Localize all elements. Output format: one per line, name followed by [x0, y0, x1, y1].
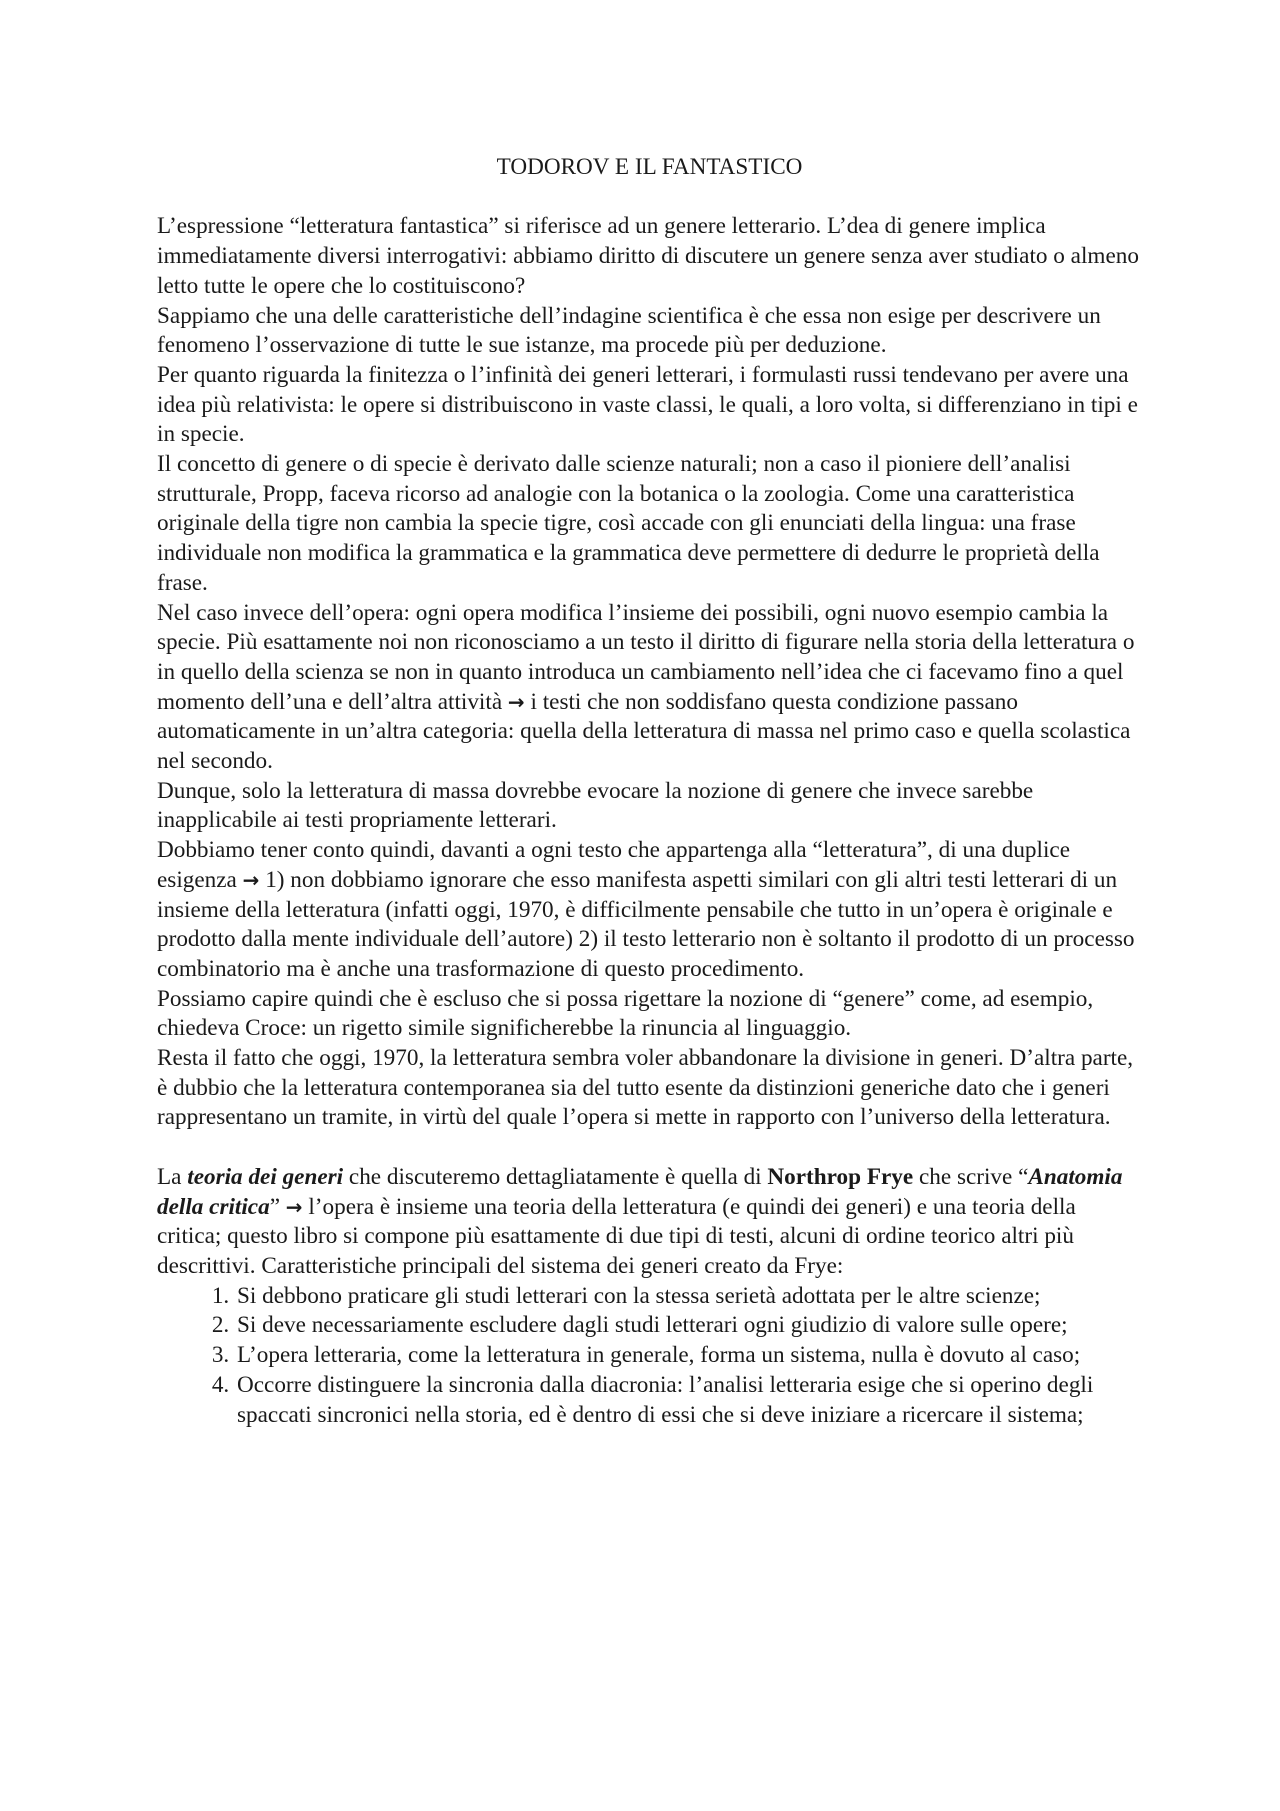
paragraph-7-part-1: Dobbiamo tener conto quindi, davanti a ogni testo che appartenga alla “letteratura”, di una duplice esigenza: [157, 837, 1070, 893]
list-item: 4. Occorre distinguere la sincronia dalla diacronia: l’analisi letteraria esige che si operino degli spaccati sincronici nella storia, ed è dentro di essi che si deve iniziare a ricercare il sistema;: [235, 1371, 1142, 1430]
document-title: TODOROV E IL FANTASTICO: [496, 154, 803, 180]
paragraph-5: [157, 599, 1142, 777]
author-name: Northrop Frye: [767, 1163, 914, 1190]
paragraph-6: Dunque, solo la letteratura di massa dovrebbe evocare la nozione di genere che invece sarebbe inapplicabile ai testi propriamente letterari.: [157, 777, 1034, 834]
arrow-right-icon: →: [242, 867, 260, 892]
numbered-list: [157, 1282, 1142, 1431]
paragraph-10-text: l’opera è insieme una teoria della letteratura (e quindi dei generi) e una teoria della critica; questo libro si compone più esattamente di due tipi di testi, alcuni di ordine teorico altri più descrittivi. Caratteristiche principali del sistema dei generi creato da Frye:: [157, 1193, 1076, 1279]
paragraph-5-part-2: i testi che non soddisfano questa condizione passano automaticamente in un’altra categoria: quella della letteratura di massa nel primo caso e quella scolastica nel secondo.: [157, 688, 1131, 775]
arrow-right-icon: →: [507, 689, 525, 714]
paragraph-10-text: ”: [269, 1193, 286, 1220]
list-item: 3. L’opera letteraria, come la letteratura in generale, forma un sistema, nulla è dovuto al caso;: [235, 1341, 1142, 1371]
paragraph-7-part-2: 1) non dobbiamo ignorare che esso manifesta aspetti similari con gli altri testi letterari di un insieme della letteratura (infatti oggi, 1970, è difficilmente pensabile che tutto in un’opera è originale e prodotto dalla mente individuale dell’autore) 2) il testo letterario non è soltanto il prodotto di un processo combinatorio ma è anche una trasformazione di questo procedimento.: [157, 866, 1135, 982]
list-item: 1. Si debbono praticare gli studi letterari con la stessa serietà adottata per le altre scienze;: [235, 1282, 1142, 1312]
document-body: [157, 153, 1142, 1430]
paragraph-3: Per quanto riguarda la finitezza o l’infinità dei generi letterari, i formulasti russi tendevano per avere una idea più relativista: le opere si distribuiscono in vaste classi, le quali, a loro volta, si differenziano in tipi e in specie.: [157, 361, 1138, 448]
paragraph-9: Resta il fatto che oggi, 1970, la letteratura sembra voler abbandonare la divisione in generi. D’altra parte, è dubbio che la letteratura contemporanea sia del tutto esente da distinzioni generiche dato che i generi rappresentano un tramite, in virtù del quale l’opera si mette in rapporto con l’universo della letteratura.: [157, 1045, 1134, 1131]
paragraph-5-part-1: Nel caso invece dell’opera: ogni opera modifica l’insieme dei possibili, ogni nuovo esempio cambia la specie. Più esattamente noi non riconosciamo a un testo il diritto di figurare nella storia della letteratura o in quello della scienza se non in quanto introduca un cambiamento nell’idea che ci facevamo fino a quel momento dell’una e dell’altra attività: [157, 599, 1135, 715]
paragraph-8: Possiamo capire quindi che è escluso che si possa rigettare la nozione di “genere” come, ad esempio, chiedeva Croce: un rigetto simile significherebbe la rinuncia al linguaggio.: [157, 985, 1094, 1042]
paragraph-10-text: che scrive “: [913, 1163, 1029, 1190]
paragraph-4: Il concetto di genere o di specie è derivato dalle scienze naturali; non a caso il pioniere dell’analisi strutturale, Propp, faceva ricorso ad analogie con la botanica o la zoologia. Come una caratteristica originale della tigre non cambia la specie tigre, così accade con gli enunciati della lingua: una frase individuale non modifica la grammatica e la grammatica deve permettere di dedurre le proprietà della frase.: [157, 451, 1100, 596]
paragraph-spacer: [157, 1133, 1142, 1163]
paragraph-10-text: La: [157, 1163, 188, 1190]
book-title: Anatomia della critica: [157, 1163, 1123, 1220]
paragraph-2: Sappiamo che una delle caratteristiche dell’indagine scientifica è che essa non esige per descrivere un fenomeno l’osservazione di tutte le sue istanze, ma procede più per deduzione.: [157, 302, 1101, 359]
paragraph-1: L’espressione “letteratura fantastica” si riferisce ad un genere letterario. L’dea di genere implica immediatamente diversi interrogativi: abbiamo diritto di discutere un genere senza aver studiato o almeno letto tutte le opere che lo costituiscono?: [157, 213, 1139, 299]
list-item: 2. Si deve necessariamente escludere dagli studi letterari ogni giudizio di valore sulle opere;: [235, 1311, 1142, 1341]
paragraph-10-text: che discuteremo dettagliatamente è quella di: [343, 1163, 768, 1190]
arrow-right-icon: →: [285, 1194, 303, 1219]
paragraph-7: [157, 836, 1142, 985]
paragraph-10: [157, 1163, 1142, 1282]
emphasis-theory-of-genres: teoria dei generi: [187, 1163, 344, 1190]
